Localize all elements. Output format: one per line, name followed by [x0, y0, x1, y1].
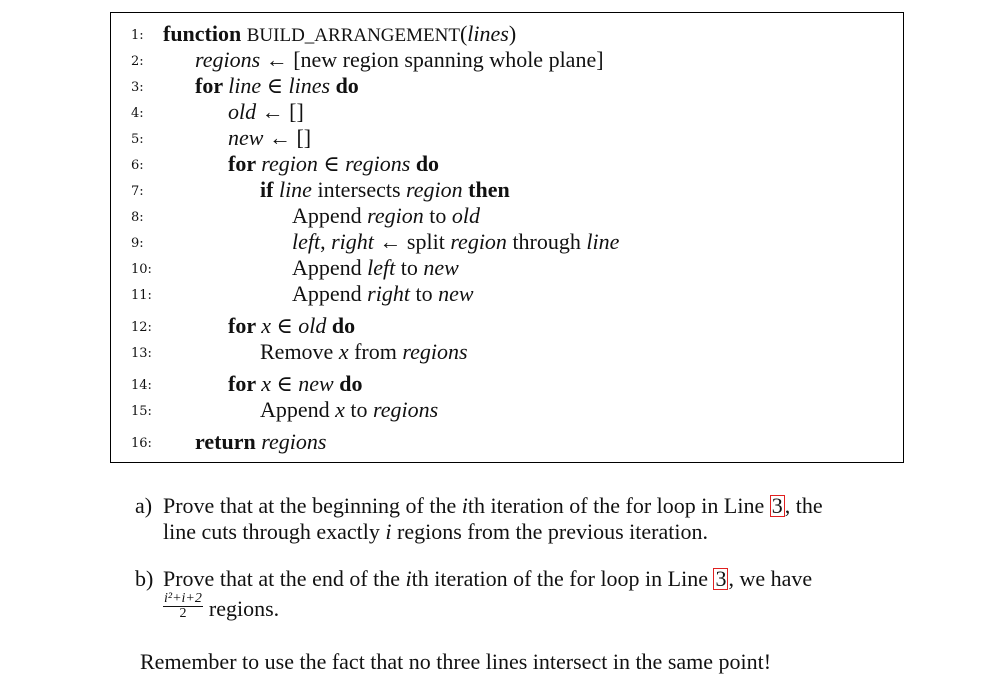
code-token: ← [] [256, 99, 304, 124]
line-number: 10: [131, 262, 152, 277]
question-b-text-2: regions. [208, 596, 280, 621]
fraction [163, 592, 203, 621]
question-b [135, 566, 915, 626]
remember-note: Remember to use the fact that no three lines intersect in the same point! [140, 649, 772, 674]
question-a-text-mid: th iteration of the for loop in Line [467, 493, 770, 518]
question-b-text-post: , we have [728, 566, 813, 591]
code-token: then [462, 177, 510, 202]
code-token: ← [new region spanning whole plane] [260, 47, 604, 72]
algorithm-line [111, 177, 901, 203]
code-text [260, 177, 510, 203]
code-token: ( [459, 21, 468, 46]
code-token: regions [402, 339, 468, 364]
code-token: new [423, 255, 459, 280]
code-token: Append [292, 281, 368, 306]
fraction-numerator: i²+i+2 [164, 591, 202, 607]
code-token: new [298, 371, 334, 396]
code-token: to [395, 255, 424, 280]
code-token: from [348, 339, 403, 364]
question-b-text: Prove that at the end of the [163, 566, 406, 591]
question-a-line1 [163, 493, 823, 519]
question-b-label: b) [135, 566, 154, 591]
code-token: regions [373, 397, 439, 422]
code-text [163, 21, 516, 49]
code-token: if [260, 177, 279, 202]
code-token: region [406, 177, 463, 202]
algorithm-line [111, 371, 901, 397]
code-token: new [438, 281, 474, 306]
code-token: regions [345, 151, 411, 176]
code-text [228, 371, 362, 397]
code-text [228, 125, 311, 151]
algorithm-line [111, 229, 901, 255]
code-token: ← [] [263, 125, 312, 150]
code-token: line [278, 177, 312, 202]
line-number: 7: [131, 184, 144, 199]
question-b-line1 [163, 566, 812, 592]
question-a-text-2-post: regions from the previous iteration. [391, 519, 708, 544]
question-a-text-2: line cuts through exactly [163, 519, 386, 544]
line-number: 12: [131, 320, 152, 335]
question-a-line2 [163, 519, 708, 545]
algorithm-line [111, 203, 901, 229]
code-token: Append [292, 255, 368, 280]
code-token: for [228, 371, 262, 396]
code-token: Append [292, 203, 368, 228]
algorithm-line [111, 99, 901, 125]
fraction-denominator: 2 [179, 606, 187, 622]
line-number: 15: [131, 404, 152, 419]
question-a-var: i [461, 493, 468, 518]
algorithm-line [111, 47, 901, 73]
code-token: , [320, 229, 332, 254]
code-text [228, 151, 439, 177]
code-token: do [333, 371, 363, 396]
code-token: old [228, 99, 257, 124]
code-token: intersects [311, 177, 407, 202]
algorithm-line [111, 281, 901, 307]
code-token: new [228, 125, 264, 150]
line-number: 3: [131, 80, 144, 95]
question-a-label: a) [135, 493, 153, 518]
code-token: old [298, 313, 327, 338]
code-token: ∈ [317, 151, 346, 176]
code-text [195, 429, 326, 455]
code-token: lines [288, 73, 331, 98]
code-token: to [409, 281, 439, 306]
algorithm-line [111, 429, 901, 455]
line-number: 4: [131, 106, 144, 121]
code-token: do [410, 151, 440, 176]
code-text [292, 255, 459, 281]
code-token: region [261, 151, 318, 176]
line-number: 6: [131, 158, 144, 173]
code-token: left [367, 255, 396, 280]
algorithm-line [111, 125, 901, 151]
line-number: 14: [131, 378, 152, 393]
question-a-text-post: , the [784, 493, 823, 518]
code-token: x [335, 397, 345, 422]
question-b-line2 [163, 591, 280, 625]
code-token: line [228, 73, 262, 98]
code-token: do [330, 73, 359, 98]
algorithm-line [111, 397, 901, 423]
line-number: 8: [131, 210, 144, 225]
code-text [292, 281, 474, 307]
code-token: for [228, 151, 262, 176]
code-token: to [344, 397, 374, 422]
code-token: regions [195, 47, 261, 72]
code-text [260, 397, 438, 423]
code-token: line [586, 229, 620, 254]
code-token: for [228, 313, 262, 338]
code-token: lines [467, 21, 509, 46]
code-token: through [506, 229, 587, 254]
line-3-reference-link-b[interactable]: 3 [715, 566, 727, 591]
line-number: 5: [131, 132, 144, 147]
code-token: ∈ [261, 73, 289, 98]
code-token: right [331, 229, 374, 254]
code-token: do [326, 313, 356, 338]
code-token: BUILD_ARRANGEMENT [246, 25, 460, 46]
question-a-text: Prove that at the beginning of the [163, 493, 462, 518]
code-text [195, 47, 604, 73]
code-text [260, 339, 468, 365]
algorithm-line [111, 21, 901, 47]
question-b-var: i [405, 566, 412, 591]
code-text [195, 73, 359, 99]
code-token: ∈ [270, 313, 299, 338]
algorithm-line [111, 151, 901, 177]
line-3-reference-link[interactable]: 3 [771, 493, 783, 518]
code-token: return [195, 429, 262, 454]
code-text [228, 313, 355, 339]
question-a [135, 493, 915, 545]
code-token: ← split [373, 229, 451, 254]
code-token: Remove [260, 339, 339, 364]
question-b-text-mid: th iteration of the for loop in Line [411, 566, 714, 591]
line-number: 16: [131, 436, 152, 451]
code-token: x [338, 339, 349, 364]
code-token: right [367, 281, 410, 306]
question-a-var-2: i [385, 519, 392, 544]
line-number: 9: [131, 236, 144, 251]
algorithm-line [111, 339, 901, 365]
line-number: 1: [131, 28, 144, 43]
code-text [228, 99, 304, 125]
line-number: 2: [131, 54, 144, 69]
algorithm-line [111, 255, 901, 281]
algorithm-line [111, 73, 901, 99]
code-token: region [450, 229, 507, 254]
line-number: 13: [131, 346, 152, 361]
code-token: Append [260, 397, 336, 422]
code-token: left [292, 229, 321, 254]
algorithm-box [110, 12, 904, 463]
code-token: to [423, 203, 452, 228]
code-token: x [261, 371, 271, 396]
algorithm-line [111, 313, 901, 339]
code-token: old [451, 203, 481, 228]
code-token: x [261, 313, 271, 338]
code-text [292, 229, 619, 255]
code-text [292, 203, 480, 229]
code-token: ) [508, 21, 517, 46]
code-token: regions [261, 429, 327, 454]
code-token: function [163, 21, 247, 46]
code-token: region [367, 203, 424, 228]
code-token: ∈ [270, 371, 299, 396]
line-number: 11: [131, 288, 152, 303]
code-token: for [195, 73, 229, 98]
